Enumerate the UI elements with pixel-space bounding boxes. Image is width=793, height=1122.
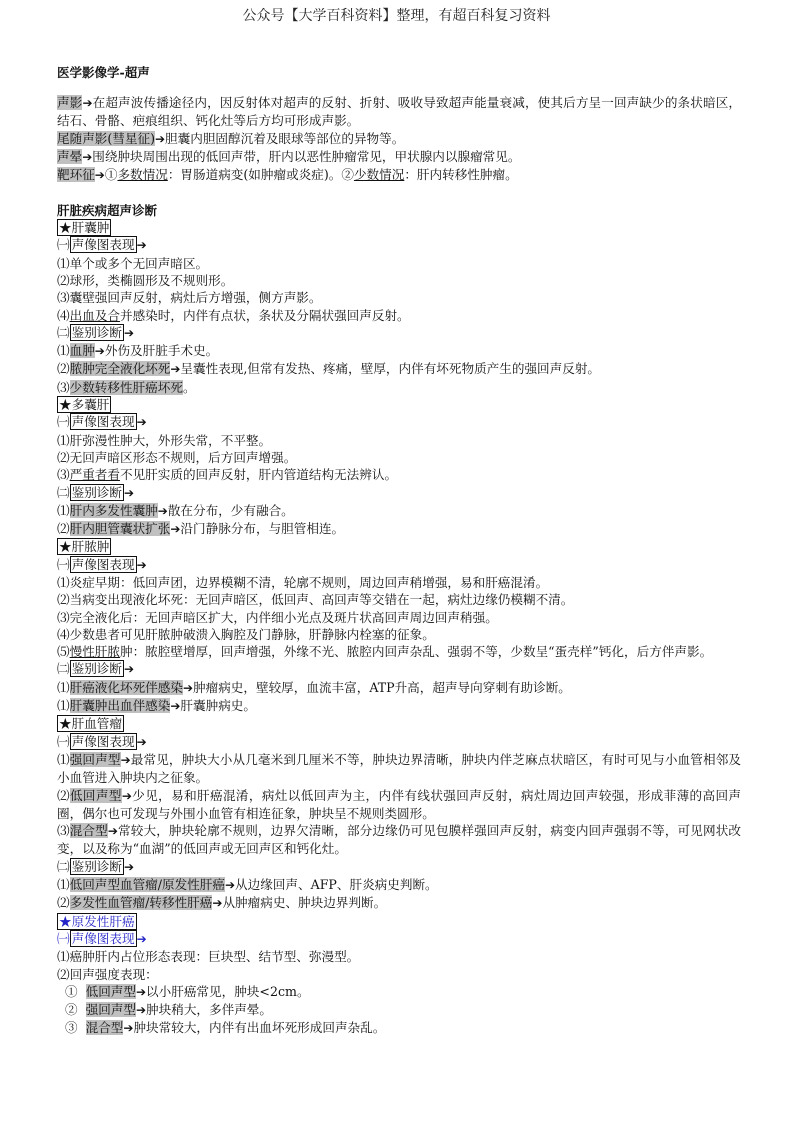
doc-line <box>57 1001 741 1019</box>
text-run: ⑶ <box>57 379 70 395</box>
text-run: 外伤及肝脏手术史。 <box>104 343 219 359</box>
text-run: 肿：脓腔壁增厚，回声增强，外缘不光、脓腔内回声杂乱、强弱不等，少数呈“蛋壳样”钙化，后方伴声影。 <box>119 644 713 660</box>
doc-line <box>57 715 741 732</box>
highlighted-term: 强回声型 <box>85 1002 136 1018</box>
text-run: 从肿瘤病史、肿块边界判断。 <box>222 895 387 911</box>
text-run: ⑴ <box>57 502 70 518</box>
text-run: ⑶完全液化后：无回声暗区扩大，内伴细小光点及斑片状高回声周边回声稍强。 <box>57 609 498 625</box>
doc-line <box>57 733 741 751</box>
doc-line <box>57 148 741 166</box>
doc-line <box>57 626 741 643</box>
text-run: ㈡ <box>57 858 70 874</box>
highlighted-term: 肝内多发性囊肿 <box>69 502 158 518</box>
text-run: ⑴ <box>57 877 70 893</box>
text-run: 医学影像学-超声 <box>57 65 150 80</box>
doc-line <box>57 396 741 413</box>
highlighted-term: 肝囊肿出血伴感染 <box>69 698 171 714</box>
doc-line <box>57 948 741 965</box>
arrow-icon: ➔ <box>136 238 147 253</box>
text-run: ⑵当病变出现液化坏死：无回声暗区，低回声、高回声等交错在一起，病灶边缘仍模糊不清。 <box>57 592 574 608</box>
text-run: ㈠ <box>57 414 70 430</box>
highlighted-term: 低回声型 <box>69 787 122 803</box>
section-title <box>57 202 741 219</box>
arrow-icon: ➔ <box>136 415 147 430</box>
highlighted-term: 声影 <box>57 94 83 110</box>
doc-line <box>57 272 741 289</box>
doc-line <box>57 787 741 823</box>
doc-line <box>57 660 741 678</box>
underlined-text: 多数情况 <box>117 167 168 183</box>
doc-line <box>57 255 741 272</box>
doc-line <box>57 894 741 912</box>
doc-line <box>57 484 741 502</box>
text-run: 以小肝癌常见，肿块<2cm。 <box>146 983 310 999</box>
doc-line <box>57 751 741 787</box>
doc-line <box>57 983 741 1001</box>
doc-line <box>57 413 741 431</box>
text-run: 肿块稍大，多伴声晕。 <box>146 1002 272 1018</box>
highlighted-term: 尾随声影(彗星征) <box>57 130 155 146</box>
doc-line <box>57 289 741 306</box>
doc-line <box>57 466 741 483</box>
text-run: ⑴ <box>57 679 70 695</box>
doc-line <box>57 379 741 396</box>
arrow-icon: ➔ <box>157 503 168 518</box>
text-run: ⑴肝弥漫性肿大，外形失常，不平整。 <box>57 432 272 448</box>
arrow-icon: ➔ <box>224 878 236 893</box>
highlighted-term: 声晕 <box>57 148 83 164</box>
boxed-heading: 声像图表现 <box>71 733 135 749</box>
arrow-icon: ➔ <box>135 984 147 999</box>
arrow-icon: ➔ <box>170 522 181 537</box>
text-run: ⑵ <box>57 787 70 803</box>
text-run: 肝囊肿病史。 <box>180 698 256 714</box>
blank-line <box>57 184 741 201</box>
arrow-icon: ➔ <box>107 824 118 839</box>
arrow-icon: ➔ <box>123 485 135 500</box>
doc-line <box>57 591 741 608</box>
arrow-icon: ➔ <box>136 931 147 946</box>
boxed-heading: 声像图表现 <box>71 556 135 572</box>
text-run: ㈡ <box>57 661 70 677</box>
arrow-icon: ➔ <box>82 149 93 164</box>
boxed-heading: 声像图表现 <box>71 237 135 253</box>
text-run: 在超声波传播途径内，因反射体对超声的反射、折射、吸收导致超声能量衰减，使其后方呈一回声缺少的条状暗区，结石、骨骼、疤痕组织、钙化灶等后方均可形成声影。 <box>57 94 742 129</box>
arrow-icon: ➔ <box>82 95 93 110</box>
arrow-icon: ➔ <box>123 325 135 340</box>
text-run: ⑴炎症早期：低回声团，边界模糊不清，轮廓不规则，周边回声稍增强，易和肝癌混淆。 <box>57 575 549 590</box>
doc-line <box>57 360 741 378</box>
doc-line <box>57 913 741 930</box>
text-run: ：肝内转移性肿瘤。 <box>404 167 518 183</box>
arrow-icon: ➔ <box>212 896 223 911</box>
doc-line <box>57 502 741 520</box>
blank-line <box>57 81 741 94</box>
boxed-heading: 鉴别诊断 <box>71 324 122 340</box>
highlighted-term: 血肿 <box>69 343 95 359</box>
highlighted-term: 强回声型 <box>69 751 121 767</box>
doc-line <box>57 538 741 555</box>
text-run: 少见，易和肝癌混淆，病灶以低回声为主，内伴有线状强回声反射，病灶周边回声较强，形成菲薄的高回声圈，偶尔也可发现与外围小血管有相连征象，肿块呈不规则类圆形。 <box>57 787 742 821</box>
arrow-icon: ➔ <box>135 1003 147 1018</box>
highlighted-term: 靶环征 <box>57 167 95 183</box>
arrow-icon: ➔ <box>120 752 131 767</box>
boxed-heading: 鉴别诊断 <box>71 484 122 500</box>
doc-line <box>57 697 741 715</box>
text-run: ⑷少数患者可见肝脓肿破溃入胸腔及门静脉，肝静脉内栓塞的征象。 <box>57 626 435 642</box>
text-run: 胆囊内胆固醇沉着及眼球等部位的异物等。 <box>165 130 405 146</box>
boxed-heading: ★肝脓肿 <box>59 539 110 555</box>
boxed-heading: 鉴别诊断 <box>71 661 122 677</box>
boxed-heading: ★肝血管瘤 <box>59 716 122 732</box>
doc-line <box>57 1019 741 1037</box>
highlighted-term: 肝癌液化坏死伴感染 <box>69 679 183 695</box>
text-run: 肝脏疾病超声诊断 <box>57 202 158 218</box>
text-run: 呈囊性表现,但常有发热、疼痛，壁厚，内伴有坏死物质产生的强回声反射。 <box>180 361 601 377</box>
arrow-icon: ➔ <box>170 699 181 714</box>
text-run: ⑵无回声暗区形态不规则，后方回声增强。 <box>57 449 297 465</box>
text-run: ⑴ <box>57 343 70 359</box>
text-run: ：胃肠道病变(如肿瘤或炎症)。② <box>167 167 354 183</box>
doc-line <box>57 609 741 626</box>
underlined-text: 少数情况 <box>353 167 405 183</box>
doc-line <box>57 449 741 466</box>
doc-line <box>57 574 741 591</box>
text-run: ㈠ <box>57 237 70 253</box>
arrow-icon: ➔ <box>170 362 181 377</box>
boxed-heading: ★原发性肝癌 <box>59 913 135 929</box>
text-run: ① <box>57 983 86 999</box>
doc-line <box>57 520 741 538</box>
doc-line <box>57 966 741 983</box>
arrow-icon: ➔ <box>123 1021 134 1036</box>
text-run: ⑵ <box>57 361 70 377</box>
text-run: ⑵回声强度表现： <box>57 966 158 982</box>
highlighted-term: 低回声型 <box>85 983 136 999</box>
underlined-text: 出血及合 <box>69 307 120 323</box>
highlighted-term: 低回声型血管瘤/原发性肝癌 <box>69 877 225 893</box>
text-run: 最常见，肿块大小从几毫米到几厘米不等，肿块边界清晰，肿块内伴芝麻点状暗区，有时可见与小血管相邻及小血管进入肿块内之征象。 <box>57 751 742 786</box>
arrow-icon: ➔ <box>154 131 166 146</box>
doc-line <box>57 130 741 148</box>
text-run: ㈠ <box>57 556 70 572</box>
arrow-icon: ➔ <box>136 734 147 749</box>
underlined-text: 慢性肝脓 <box>69 644 120 660</box>
highlighted-term: 混合型 <box>69 823 108 839</box>
doc-line <box>57 307 741 324</box>
doc-line <box>57 94 741 130</box>
text-run: 肿瘤病史，壁较厚，血流丰富，ATP升高，超声导向穿刺有助诊断。 <box>193 679 571 695</box>
text-run: ㈠ <box>57 930 70 946</box>
text-run: ⑸ <box>57 644 70 660</box>
text-run: 围绕肿块周围出现的低回声带，肝内以恶性肿瘤常见，甲状腺内以腺瘤常见。 <box>92 148 521 164</box>
arrow-icon: ➔ <box>121 788 132 803</box>
text-run: ⑶囊壁强回声反射，病灶后方增强，侧方声影。 <box>57 290 322 306</box>
text-run: ① <box>104 167 118 183</box>
doc-line <box>57 679 741 697</box>
doc-line <box>57 236 741 254</box>
doc-line <box>57 219 741 236</box>
doc-line <box>57 166 741 184</box>
boxed-heading: 声像图表现 <box>71 414 135 430</box>
text-run: ㈠ <box>57 733 70 749</box>
text-run: ⑵球形，类椭圆形及不规则形。 <box>57 272 234 288</box>
doc-line <box>57 822 741 858</box>
arrow-icon: ➔ <box>123 662 135 677</box>
arrow-icon: ➔ <box>182 680 193 695</box>
doc-line <box>57 432 741 449</box>
text-run: 从边缘回声、AFP、肝炎病史判断。 <box>235 877 438 893</box>
text-run: 并感染时，内伴有点状，条状及分隔状强回声反射。 <box>119 307 410 323</box>
text-run: ⑴癌肿肝内占位形态表现：巨块型、结节型、弥漫型。 <box>57 949 360 965</box>
text-run: 。 <box>182 379 196 395</box>
text-run: ㈡ <box>57 324 70 340</box>
text-run: ② <box>57 1002 86 1018</box>
text-run: 沿门静脉分布，与胆管相连。 <box>180 521 345 537</box>
text-run: 散在分布，少有融合。 <box>167 502 294 518</box>
doc-line <box>57 324 741 342</box>
highlighted-term: 混合型 <box>85 1020 124 1036</box>
text-run: ⑶ <box>57 467 70 483</box>
document-body <box>57 64 741 1038</box>
highlighted-term: 多发性血管瘤/转移性肝癌 <box>69 895 213 911</box>
text-run: ③ <box>57 1020 86 1036</box>
boxed-heading: ★多囊肝 <box>59 397 110 413</box>
doc-line <box>57 556 741 574</box>
boxed-heading: ★肝囊肿 <box>59 220 110 236</box>
text-run: ⑵ <box>57 895 70 911</box>
text-run: ⑶ <box>57 823 70 839</box>
text-run: ⑴ <box>57 698 70 714</box>
doc-line <box>57 930 741 948</box>
text-run: ⑵ <box>57 521 70 537</box>
text-run: ⑴单个或多个无回声暗区。 <box>57 255 209 271</box>
doc-line <box>57 643 741 660</box>
highlighted-term: 肝内胆管囊状扩张 <box>69 521 171 537</box>
text-run: ⑷ <box>57 307 70 323</box>
highlighted-term: 少数转移性肝癌坏死 <box>69 379 183 395</box>
page-header: 公众号【大学百科资料】整理，有超百科复习资料 <box>242 8 551 24</box>
text-run: ㈡ <box>57 484 70 500</box>
text-run: ⑴ <box>57 751 70 767</box>
text-run: 常较大，肿块轮廓不规则，边界欠清晰，部分边缘仍可见包膜样强回声反射，病变内回声强弱不等，可见网状改变，以及称为“血湖”的低回声或无回声区和钙化灶。 <box>57 823 742 857</box>
arrow-icon: ➔ <box>94 168 105 183</box>
arrow-icon: ➔ <box>94 344 105 359</box>
arrow-icon: ➔ <box>123 859 135 874</box>
text-run: 肿块常较大，内伴有出血坏死形成回声杂乱。 <box>133 1020 386 1036</box>
section-title <box>57 64 741 81</box>
boxed-heading: 声像图表现 <box>71 930 135 946</box>
boxed-heading: 鉴别诊断 <box>71 858 122 874</box>
underlined-text: 严重者看 <box>69 467 120 483</box>
doc-line <box>57 876 741 894</box>
highlighted-term: 脓肿完全液化坏死 <box>69 361 171 377</box>
doc-line <box>57 342 741 360</box>
arrow-icon: ➔ <box>136 557 147 572</box>
text-run: 不见肝实质的回声反射，肝内管道结构无法辨认。 <box>119 467 398 483</box>
doc-line <box>57 858 741 876</box>
